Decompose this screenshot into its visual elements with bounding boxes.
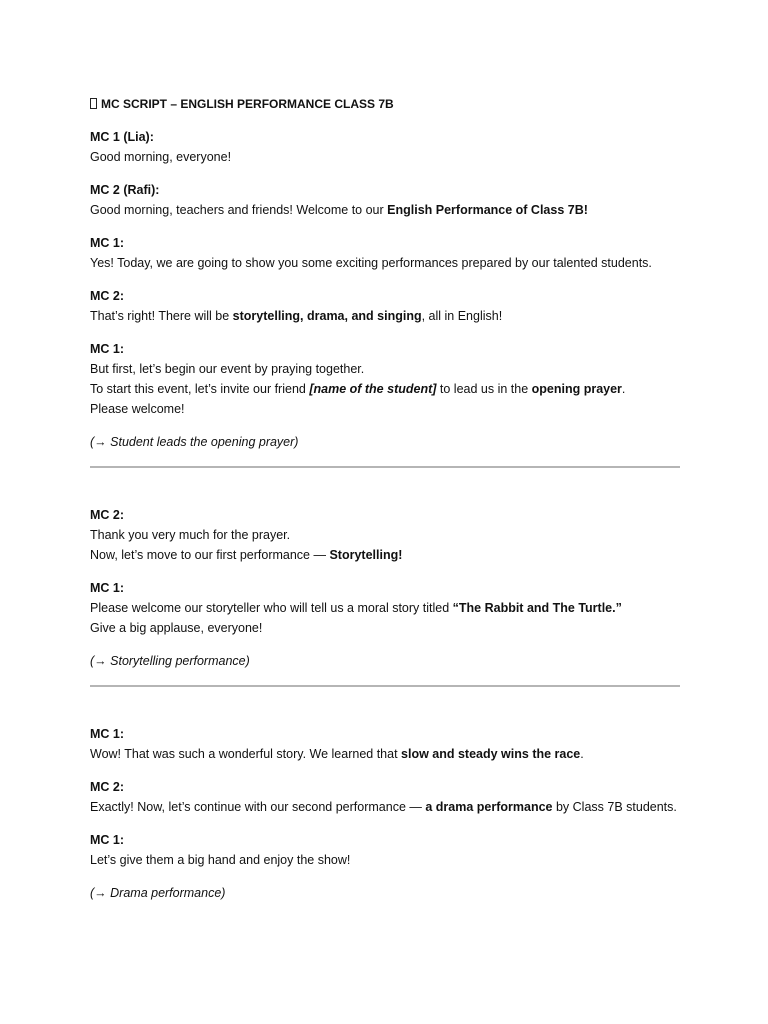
text-run: to lead us in the [436, 382, 532, 396]
dialogue-line [90, 147, 680, 167]
text-run: Wow! That was such a wonderful story. We learned that [90, 747, 402, 761]
dialogue-block [90, 505, 680, 565]
text-run: To start this event, let’s invite our friend [90, 382, 310, 396]
speaker-label: MC 2: [90, 780, 125, 794]
text-run: Thank you very much for the prayer. [90, 528, 291, 542]
dialogue-block [90, 180, 680, 220]
speaker-label: MC 2: [90, 289, 125, 303]
dialogue-line [90, 200, 680, 220]
speaker-label: MC 2: [90, 508, 125, 522]
dialogue-line [90, 253, 680, 273]
speaker-label: MC 1 (Lia): [90, 130, 154, 144]
dialogue-line [90, 618, 680, 638]
text-run: Let’s give them a big hand and enjoy the show! [90, 853, 351, 867]
text-run: That’s right! There will be [90, 309, 233, 323]
dialogue-block [90, 830, 680, 870]
section-divider [90, 466, 680, 468]
text-run: Good morning, teachers and friends! Welcome to our [90, 203, 388, 217]
speaker-label: MC 2 (Rafi): [90, 183, 160, 197]
text-run: But first, let’s begin our event by praying together. [90, 362, 365, 376]
text-run: Please welcome our storyteller who will tell us a moral story titled [90, 601, 453, 615]
speaker-label: MC 1: [90, 727, 125, 741]
dialogue-block [90, 233, 680, 273]
script-title [90, 94, 680, 114]
text-run: Exactly! Now, let’s continue with our second performance — [90, 800, 426, 814]
stage-direction: (→ Student leads the opening prayer) [90, 435, 299, 449]
text-run: . [621, 382, 626, 396]
text-run: , all in English! [421, 309, 503, 323]
dialogue-line [90, 379, 680, 399]
text-run: Give a big applause, everyone! [90, 621, 263, 635]
dialogue-line [90, 306, 680, 326]
text-run: Now, let’s move to our first performance — [90, 548, 330, 562]
speaker-label: MC 1: [90, 342, 125, 356]
title-text: MC SCRIPT – ENGLISH PERFORMANCE CLASS 7B [101, 97, 394, 111]
text-run: by Class 7B students. [552, 800, 677, 814]
dialogue-block [90, 127, 680, 167]
placeholder-text: [name of the student] [309, 382, 437, 396]
text-run: Good morning, everyone! [90, 150, 232, 164]
bold-text: Storytelling! [329, 548, 403, 562]
missing-glyph-icon [90, 98, 97, 109]
bold-text: opening prayer [531, 382, 622, 396]
dialogue-block [90, 578, 680, 638]
stage-direction: (→ Drama performance) [90, 886, 226, 900]
dialogue-line [90, 525, 680, 545]
section-divider [90, 685, 680, 687]
bold-text: slow and steady wins the race [401, 747, 581, 761]
bold-text: a drama performance [425, 800, 553, 814]
dialogue-line [90, 399, 680, 419]
script-content [90, 94, 680, 916]
speaker-label: MC 1: [90, 236, 125, 250]
bold-text: “The Rabbit and The Turtle.” [452, 601, 622, 615]
speaker-label: MC 1: [90, 581, 125, 595]
dialogue-line [90, 744, 680, 764]
text-run: . [580, 747, 584, 761]
dialogue-line [90, 797, 680, 817]
stage-direction: (→ Storytelling performance) [90, 654, 250, 668]
dialogue-block [90, 724, 680, 764]
bold-text: English Performance of Class 7B! [387, 203, 588, 217]
speaker-label: MC 1: [90, 833, 125, 847]
dialogue-line [90, 850, 680, 870]
dialogue-block [90, 286, 680, 326]
text-run: Please welcome! [90, 402, 185, 416]
dialogue-line [90, 545, 680, 565]
text-run: Yes! Today, we are going to show you some exciting performances prepared by our talented students. [90, 256, 652, 270]
dialogue-block [90, 777, 680, 817]
dialogue-line [90, 598, 680, 618]
bold-text: storytelling, drama, and singing [232, 309, 422, 323]
dialogue-block [90, 339, 680, 419]
dialogue-line [90, 359, 680, 379]
